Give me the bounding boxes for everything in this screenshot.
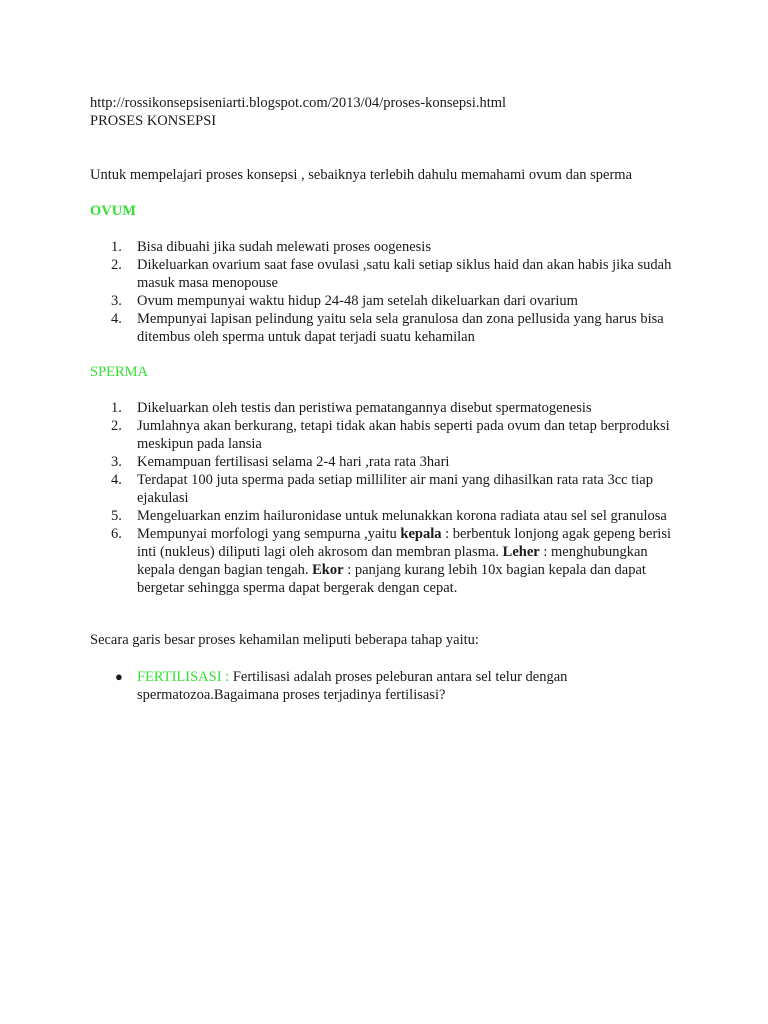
term-kepala: kepala [400,526,442,542]
list-item: 1. Dikeluarkan oleh testis dan peristiwa pematangannya disebut spermatogenesis [111,400,592,416]
stages-list [90,668,680,704]
list-item: 4. Terdapat 100 juta sperma pada setiap milliliter air mani yang dihasilkan rata rata 3cc tiap ejakulasi [111,472,653,506]
list-item: 1. Bisa dibuahi jika sudah melewati proses oogenesis [111,239,431,255]
intro-paragraph: Untuk mempelajari proses konsepsi , sebaiknya terlebih dahulu memahami ovum dan sperma [90,167,633,183]
term-ekor: Ekor [312,562,344,578]
sperma-heading: SPERMA [90,364,149,380]
document-title: PROSES KONSEPSI [90,113,217,129]
list-item: 2. Jumlahnya akan berkurang, tetapi tidak akan habis seperti pada ovum dan tetap berproduksi meskipun pada lansia [111,418,670,452]
list-item: 6. Mempunyai morfologi yang sempurna ,yaitu kepala : berbentuk lonjong agak gepeng berisi inti (nukleus) diliputi lagi oleh akrosom dan membran plasma. Leher : menghubungkan kepala dengan bagian tengah. Ekor : panjang kurang lebih 10x bagian kepala dan dapat bergetar sehingga sperma dapat bergerak dengan cepat. [111,526,671,596]
fertilisasi-label: FERTILISASI : [137,669,230,685]
list-item: 2. Dikeluarkan ovarium saat fase ovulasi ,satu kali setiap siklus haid dan akan habis jika sudah masuk masa menopouse [111,257,672,291]
list-item: 3. Ovum mempunyai waktu hidup 24-48 jam setelah dikeluarkan dari ovarium [111,293,578,309]
summary-paragraph: Secara garis besar proses kehamilan meliputi beberapa tahap yaitu: [90,632,479,648]
term-leher: Leher [502,544,540,560]
ovum-heading: OVUM [90,203,136,219]
source-url: http://rossikonsepsiseniarti.blogspot.com/2013/04/proses-konsepsi.html [90,95,507,111]
sperma-list [90,399,680,597]
bullet-icon: ● [115,669,123,684]
ovum-list [90,238,680,346]
list-item: 5. Mengeluarkan enzim hailuronidase untuk melunakkan korona radiata atau sel sel granulosa [111,508,667,524]
list-item: 3. Kemampuan fertilisasi selama 2-4 hari ,rata rata 3hari [111,454,450,470]
list-item: ● FERTILISASI : Fertilisasi adalah proses peleburan antara sel telur dengan spermatozoa.Bagaimana proses terjadinya fertilisasi? [115,669,568,703]
list-item: 4. Mempunyai lapisan pelindung yaitu sela sela granulosa dan zona pellusida yang harus bisa ditembus oleh sperma untuk dapat terjadi suatu kehamilan [111,311,664,345]
